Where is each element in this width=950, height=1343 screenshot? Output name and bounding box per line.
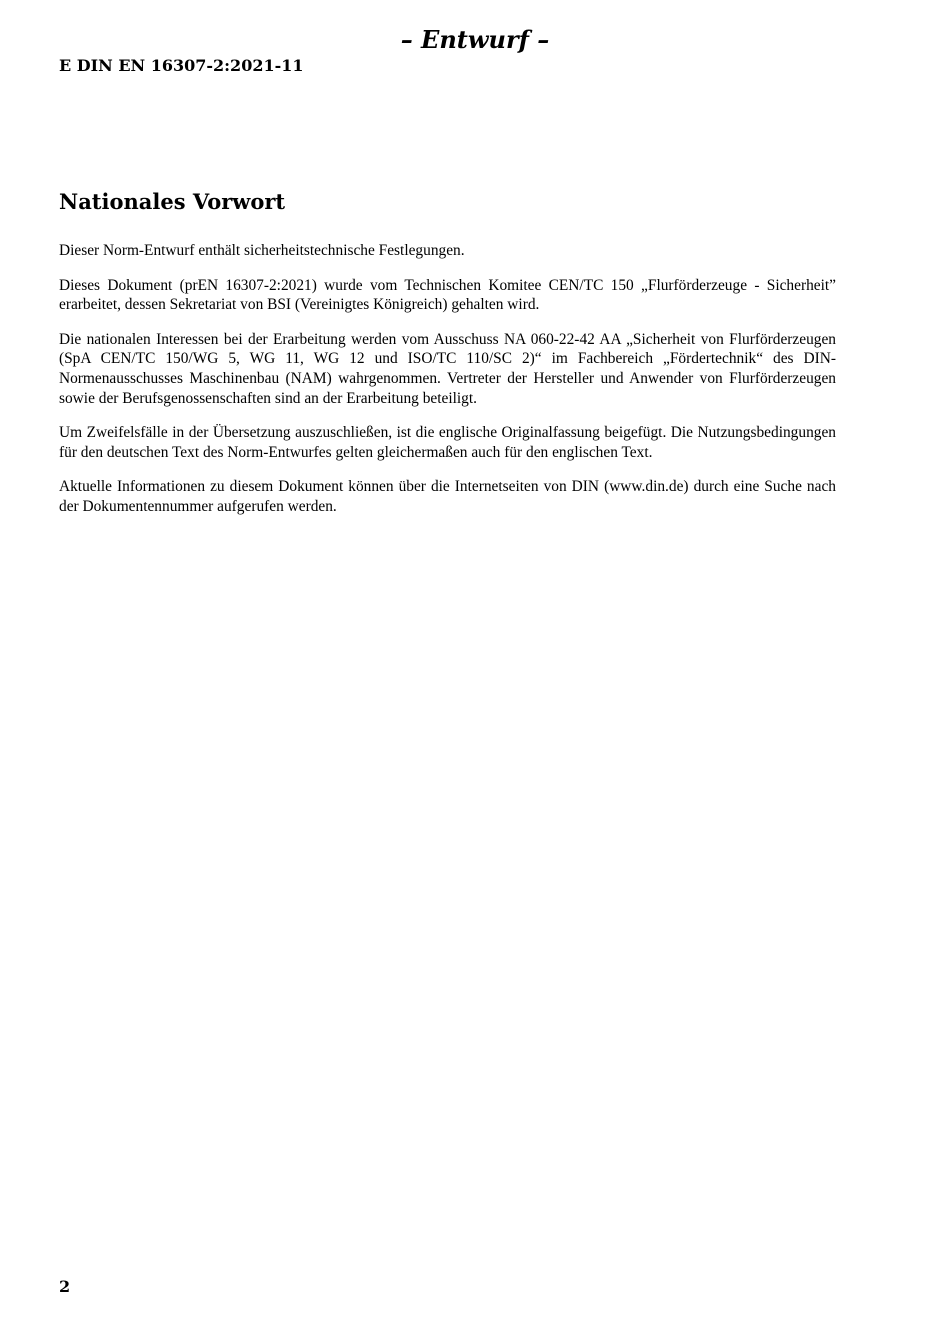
foreword-body [59,241,836,532]
paragraph: Dieses Dokument (prEN 16307-2:2021) wurde vom Technischen Komitee CEN/TC 150 „Flurförderzeuge - Sicherheit” erarbeitet, dessen Sekretariat von BSI (Vereinigtes Königreich) gehalten wird. [59,276,836,314]
draft-watermark-heading: – Entwurf – [400,25,550,54]
paragraph: Um Zweifelsfälle in der Übersetzung auszuschließen, ist die englische Originalfassung beigefügt. Die Nutzungsbedingungen für den deutschen Text des Norm-Entwurfes gelten gleichermaßen auch für den englischen Text. [59,424,836,461]
document-id: E DIN EN 16307-2:2021-11 [59,56,304,75]
paragraph: Die nationalen Interessen bei der Erarbeitung werden vom Ausschuss NA 060-22-42 AA „Sicherheit von Flurförderzeugen (SpA CEN/TC 150/WG 5, WG 11, WG 12 und ISO/TC 110/SC 2)“ im Fachbereich „Fördertechnik“ des DIN-Normenausschusses Maschinenbau (NAM) wahrgenommen. Vertreter der Hersteller und Anwender von Flurförderzeugen sowie der Berufsgenossenschaften sind an der Erarbeitung beteiligt. [59,330,836,407]
paragraph: Aktuelle Informationen zu diesem Dokument können über die Internetseiten von DIN (www.din.de) durch eine Suche nach der Dokumentennummer aufgerufen werden. [59,478,836,515]
section-title: Nationales Vorwort [59,189,286,214]
paragraph: Dieser Norm-Entwurf enthält sicherheitstechnische Festlegungen. [59,242,465,259]
page-number: 2 [59,1277,71,1296]
